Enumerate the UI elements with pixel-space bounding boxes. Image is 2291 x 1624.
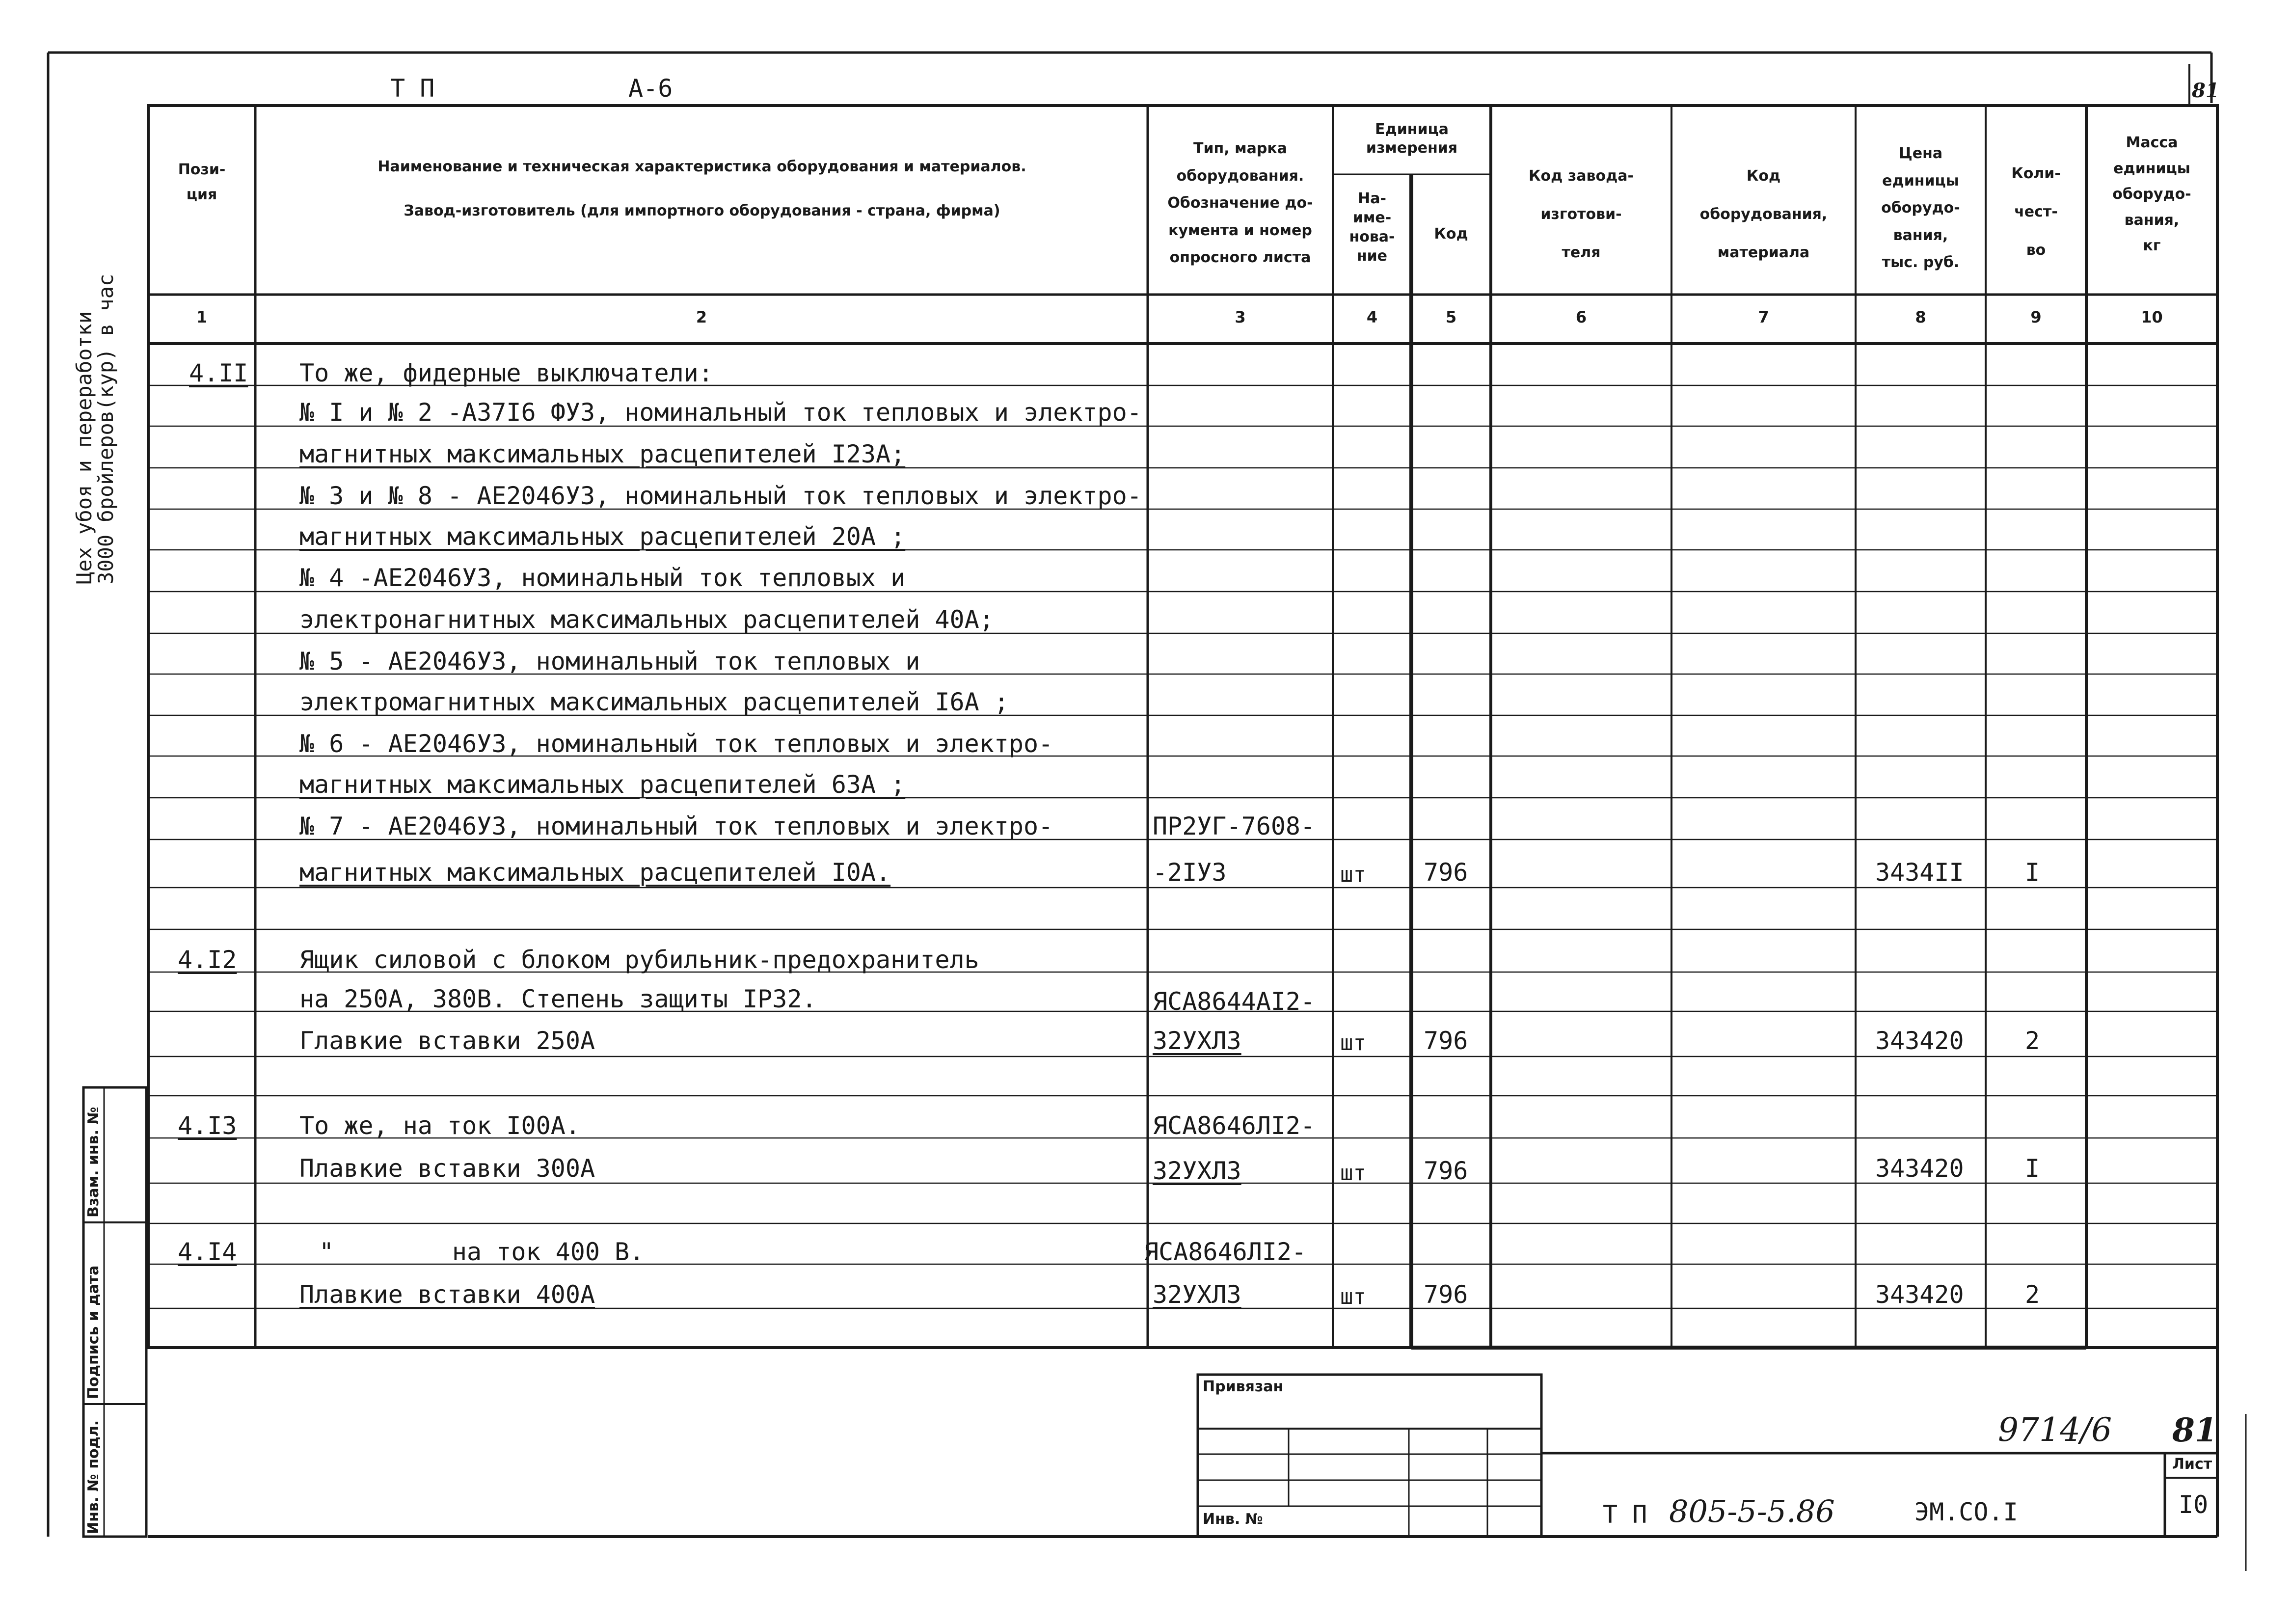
header-price: Цена единицы оборудо- вания, тыс. руб.	[1881, 145, 1960, 271]
row-position: 4.I4	[178, 1238, 237, 1266]
header-qty: Коли- чест- во	[2011, 165, 2061, 259]
row-type: 32УХЛЗ	[1153, 1157, 1241, 1185]
row-name: Ящик силовой с блоком рубильник-предохранитель	[299, 946, 979, 974]
doc-number: 805-5-5.86	[1669, 1493, 1835, 1529]
row-type: ЯСА8644АI2-	[1153, 987, 1316, 1016]
row-name: " на ток 400 В.	[319, 1238, 645, 1266]
row-name: электронагнитных максимальных расцепителей 40А;	[299, 605, 994, 634]
stamp-inv-no: Инв. №	[1203, 1511, 1263, 1528]
row-name: № I и № 2 -А37I6 ФУЗ, номинальный ток тепловых и электро-	[299, 398, 1142, 427]
header-unit-code: Код	[1434, 225, 1468, 243]
doc-tp: Т П	[1603, 1500, 1647, 1529]
row-name: № 7 - АЕ2046УЗ, номинальный ток тепловых и электро-	[299, 812, 1053, 840]
col-number-5: 5	[1445, 308, 1457, 326]
doc-mark: ЭМ.СО.I	[1914, 1498, 2018, 1526]
col-number-8: 8	[1915, 308, 1926, 326]
header-name-line1: Наименование и техническая характеристика оборудования и материалов.	[377, 158, 1026, 175]
stamp-podpis-data: Подпись и дата	[85, 1265, 102, 1399]
col-number-4: 4	[1366, 308, 1378, 326]
row-price: 343420	[1875, 1154, 1964, 1183]
row-type: 32УХЛЗ	[1153, 1280, 1241, 1309]
col-number-7: 7	[1758, 308, 1769, 326]
stamp-privyazan: Привязан	[1203, 1378, 1284, 1395]
row-type: -2IУЗ	[1153, 858, 1227, 887]
col-number-10: 10	[2141, 308, 2163, 326]
stamp-sheet-handwritten: 81	[2172, 1411, 2217, 1449]
row-name: № 5 - АЕ2046УЗ, номинальный ток тепловых и	[299, 647, 920, 676]
row-name: Плавкие вставки 300А	[299, 1154, 595, 1183]
col-number-6: 6	[1575, 308, 1587, 326]
row-position: 4.II	[189, 359, 248, 387]
row-name: № 4 -АЕ2046УЗ, номинальный ток тепловых и	[299, 564, 906, 592]
col-number-2: 2	[696, 308, 707, 326]
row-name: То же, фидерные выключатели:	[299, 359, 713, 387]
row-code: 796	[1424, 1157, 1468, 1185]
stamp-inv-podl: Инв. № подл.	[85, 1420, 102, 1534]
row-type: ПР2УГ-7608-	[1153, 812, 1316, 840]
side-title-line2: 3000 бройлеров(кур) в час	[94, 273, 118, 584]
row-position: 4.I3	[178, 1111, 237, 1140]
row-code: 796	[1424, 1280, 1468, 1309]
row-name: на 250А, 380В. Степень защиты IР32.	[299, 985, 817, 1013]
header-position: Пози- ция	[178, 161, 226, 203]
row-name: Главкие вставки 250А	[299, 1027, 595, 1055]
row-name: № 6 - АЕ2046УЗ, номинальный ток тепловых и электро-	[299, 730, 1053, 758]
row-unit: шт	[1340, 1284, 1366, 1309]
col-number-9: 9	[2030, 308, 2042, 326]
corner-sheet-number: 81	[2192, 79, 2219, 102]
stamp-sheet-label: Лист	[2172, 1456, 2212, 1473]
col-number-3: 3	[1235, 308, 1246, 326]
side-title-line1: Цех убоя и переработки	[72, 311, 96, 584]
row-qty: 2	[2025, 1280, 2040, 1309]
row-code: 796	[1424, 858, 1468, 887]
row-name: магнитных максимальных расцепителей 20А ;	[299, 522, 906, 551]
header-name-line2: Завод-изготовитель (для импортного оборудования - страна, фирма)	[404, 202, 1000, 219]
row-qty: I	[2025, 1154, 2040, 1183]
tp-label: Т П	[390, 74, 435, 103]
row-price: 343420	[1875, 1280, 1964, 1309]
row-type: ЯСА8646ЛI2-	[1144, 1238, 1307, 1266]
header-unit: Единица измерения	[1366, 121, 1458, 157]
row-qty: I	[2025, 858, 2040, 887]
row-name: магнитных максимальных расцепителей 63А ;	[299, 770, 906, 799]
row-name: магнитных максимальных расцепителей I0А.	[299, 858, 891, 887]
header-equip-code: Код оборудования, материала	[1699, 167, 1828, 261]
header-unit-name: На- име- нова- ние	[1349, 190, 1395, 265]
row-price: 343420	[1875, 1027, 1964, 1055]
stamp-vzam-inv: Взам. инв. №	[85, 1107, 102, 1218]
row-name: Плавкие вставки 400А	[299, 1280, 595, 1309]
row-unit: шт	[1340, 1030, 1366, 1056]
row-qty: 2	[2025, 1027, 2040, 1055]
row-unit: шт	[1340, 1161, 1366, 1186]
row-position: 4.I2	[178, 946, 237, 974]
header-mass: Масса единицы оборудо- вания, кг	[2112, 134, 2191, 254]
row-name: магнитных максимальных расцепителей I23А;	[299, 440, 906, 468]
header-type: Тип, марка оборудования. Обозначение до- кумента и номер опросного листа	[1167, 140, 1313, 266]
stamp-sheet-number: I0	[2179, 1490, 2209, 1519]
stamp-code-handwritten: 9714/6	[1998, 1411, 2112, 1449]
row-code: 796	[1424, 1027, 1468, 1055]
header-plant-code: Код завода- изготови- теля	[1529, 167, 1634, 261]
row-name: То же, на ток I00А.	[299, 1111, 580, 1140]
row-unit: шт	[1340, 862, 1366, 887]
col-number-1: 1	[196, 308, 208, 326]
album-label: А-6	[628, 74, 673, 103]
row-price: 3434II	[1875, 858, 1964, 887]
row-name: электромагнитных максимальных расцепителей I6А ;	[299, 688, 1009, 716]
row-name: № 3 и № 8 - АЕ2046УЗ, номинальный ток тепловых и электро-	[299, 482, 1142, 510]
row-type: ЯСА8646ЛI2-	[1153, 1111, 1316, 1140]
side-title	[74, 274, 117, 584]
row-type: 32УХЛЗ	[1153, 1027, 1241, 1055]
